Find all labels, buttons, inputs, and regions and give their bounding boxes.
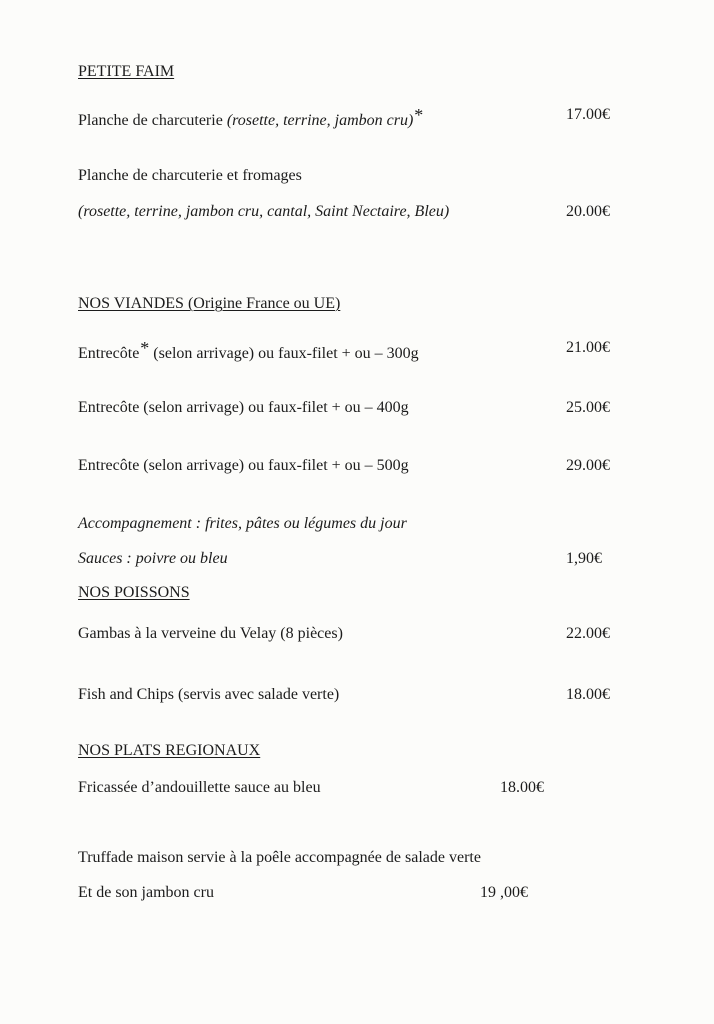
menu-item-entrecote-500g: Entrecôte (selon arrivage) ou faux-filet + ou – 500g	[78, 457, 409, 474]
section-heading-regionaux: NOS PLATS REGIONAUX	[78, 742, 261, 759]
section-heading-viandes: NOS VIANDES (Origine France ou UE)	[78, 295, 341, 312]
menu-item-entrecote-300g	[78, 338, 419, 364]
item-price: 29.00€	[566, 457, 610, 474]
asterisk-mark: *	[414, 105, 424, 125]
item-price: 18.00€	[566, 686, 610, 703]
sauces-price: 1,90€	[566, 550, 602, 567]
menu-item-planche-charcuterie	[78, 105, 423, 131]
menu-item-planche-charcuterie-fromages: Planche de charcuterie et fromages	[78, 167, 302, 184]
item-name: Planche de charcuterie	[78, 112, 223, 129]
menu-item-fricassee: Fricassée d’andouillette sauce au bleu	[78, 779, 321, 796]
item-price: 22.00€	[566, 625, 610, 642]
item-detail: (rosette, terrine, jambon cru)	[226, 112, 414, 129]
accompagnement-note: Accompagnement : frites, pâtes ou légumes du jour	[78, 515, 407, 532]
menu-item-fish-and-chips: Fish and Chips (servis avec salade verte)	[78, 686, 340, 703]
sauces-note: Sauces : poivre ou bleu	[78, 550, 228, 567]
menu-item-entrecote-400g: Entrecôte (selon arrivage) ou faux-filet + ou – 400g	[78, 399, 409, 416]
menu-item-gambas: Gambas à la verveine du Velay (8 pièces)	[78, 625, 343, 642]
section-heading-poissons: NOS POISSONS	[78, 584, 190, 601]
menu-item-truffade-line2: Et de son jambon cru	[78, 884, 214, 901]
asterisk-mark: *	[140, 338, 150, 358]
item-price: 20.00€	[566, 203, 610, 220]
item-price: 17.00€	[566, 106, 610, 123]
item-price: 19 ,00€	[480, 884, 528, 901]
item-name: Entrecôte	[78, 345, 140, 362]
item-price: 18.00€	[500, 779, 544, 796]
section-heading-petite-faim: PETITE FAIM	[78, 63, 175, 80]
item-price: 25.00€	[566, 399, 610, 416]
item-name-rest: (selon arrivage) ou faux-filet + ou – 300g	[153, 345, 419, 362]
item-price: 21.00€	[566, 339, 610, 356]
item-detail: (rosette, terrine, jambon cru, cantal, Saint Nectaire, Bleu)	[78, 203, 450, 220]
menu-item-truffade: Truffade maison servie à la poêle accompagnée de salade verte	[78, 849, 481, 866]
